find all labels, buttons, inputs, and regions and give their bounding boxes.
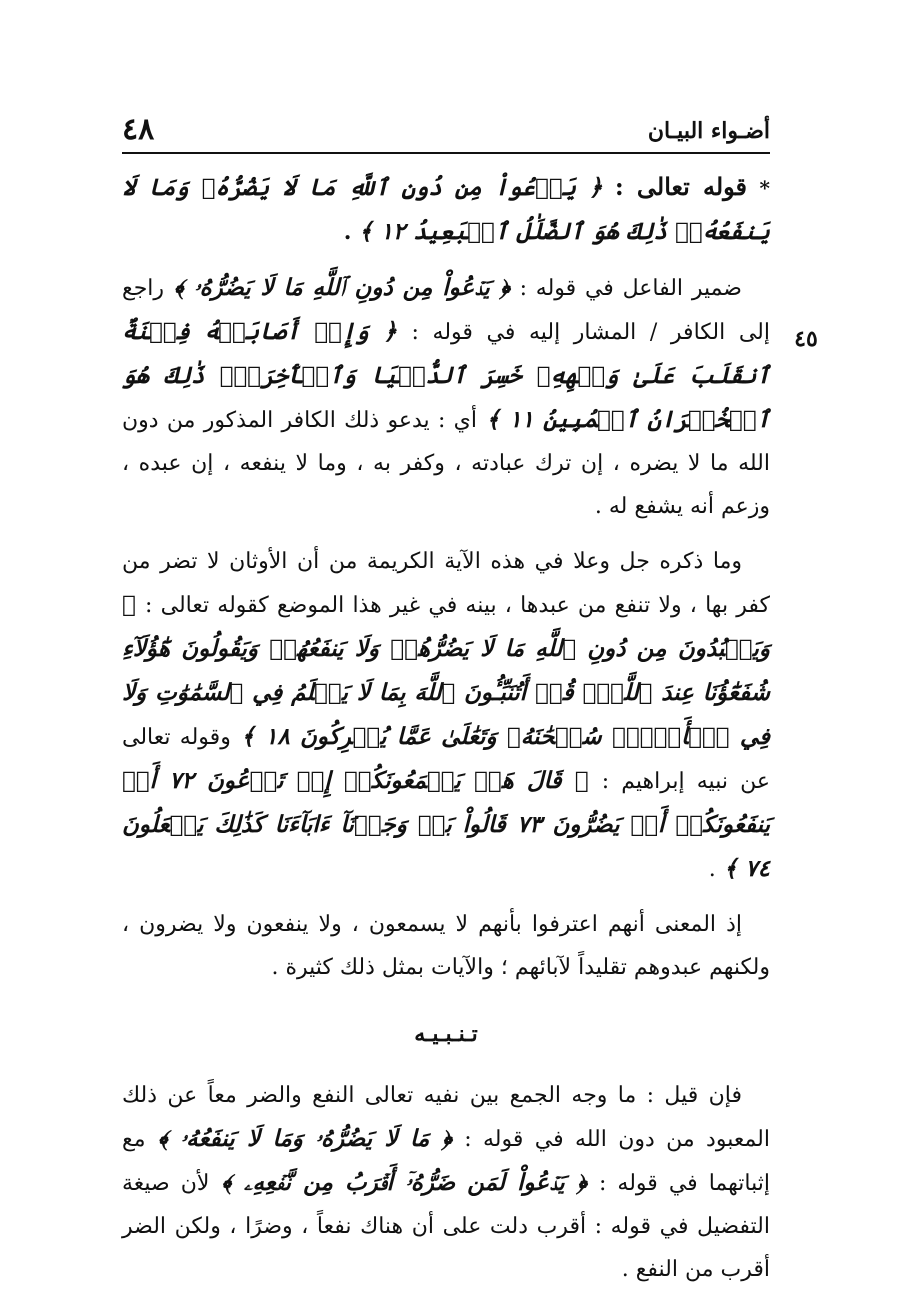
- text-segment: لأن صيغة التفضيل في قوله : أقرب دلت على أن هناك نفعاً ، وضرًا ، ولكن الضر أقرب من النفع .: [122, 1171, 770, 1282]
- tafsir-paragraph-2: [122, 540, 770, 891]
- text-segment: راجع إلى الكافر / المشار إليه في قوله :: [122, 276, 770, 345]
- quran-quote: ﴿ يَدۡعُواْ مِن دُونِ ٱللَّهِ مَا لَا يَضُرُّهُۥ ﴾: [164, 274, 520, 301]
- page-header: [122, 112, 770, 154]
- text-segment: وقوله تعالى عن نبيه إبراهيم :: [122, 725, 770, 794]
- page-body: [122, 165, 770, 1291]
- tafsir-paragraph-1: [122, 266, 770, 528]
- text-segment: أي : يدعو ذلك الكافر المذكور من دون الله ما لا يضره ، إن ترك عبادته ، وكفر به ، وما لا ينفعه ، إن عبده ، وزعم أنه يشفع له .: [122, 408, 770, 519]
- text-segment: .: [708, 857, 716, 882]
- quran-quote: ﴿ وَإِنۡ أَصَابَتۡهُ فِتۡنَةٌ ٱنقَلَبَ عَلَىٰ وَجۡهِهِۦ خَسِرَ ٱلدُّنۡيَا وَٱلۡأٓخِرَةَۚ ذَٰلِكَ هُوَ ٱلۡخُسۡرَانُ ٱلۡمُبِينُ ١١ ﴾: [122, 318, 770, 433]
- text-segment: مع إثباتهما في قوله :: [122, 1127, 770, 1196]
- page-number: ٤٨: [122, 112, 155, 147]
- verse-paragraph: [122, 165, 770, 254]
- text-segment: ضمير الفاعل في قوله :: [519, 276, 742, 301]
- verse-lead: قوله تعالى :: [614, 172, 748, 201]
- margin-page-reference: ٤٥: [794, 326, 818, 352]
- tafsir-paragraph-3: إذ المعنى أنهم اعترفوا بأنهم لا يسمعون ، ولا ينفعون ولا يضرون ، ولكنهم عبدوهم تقليداً لآبائهم ؛ والآيات بمثل ذلك كثيرة .: [122, 912, 770, 980]
- running-title: أضـواء البيـان: [647, 118, 770, 144]
- quran-quote: ﴿ وَيَعۡبُدُونَ مِن دُونِ ٱللَّهِ مَا لَا يَضُرُّهُمۡ وَلَا يَنفَعُهُمۡ وَيَقُولُونَ هَٰٓؤُلَآءِ شُفَعَٰٓؤُنَا عِندَ ٱللَّهِۚ قُلۡ أَتُنَبِّـُٔونَ ٱللَّهَ بِمَا لَا يَعۡلَمُ فِي ٱلسَّمَٰوَٰتِ وَلَا فِي ٱلۡأَرۡضِۚ سُبۡحَٰنَهُۥ وَتَعَٰلَىٰ عَمَّا يُشۡرِكُونَ ١٨ ﴾: [122, 591, 770, 750]
- star-marker: *: [759, 176, 770, 200]
- verse-end: .: [343, 219, 360, 245]
- quran-quote: ﴿ يَدۡعُواْ لَمَن ضَرُّهُۥٓ أَقۡرَبُ مِن نَّفۡعِهِۦ ﴾: [209, 1169, 599, 1196]
- text-segment: فإن قيل : ما وجه الجمع بين نفيه تعالى النفع والضر معاً عن ذلك المعبود من دون الله في قوله :: [122, 1083, 770, 1152]
- quran-quote: ﴿ مَا لَا يَضُرُّهُۥ وَمَا لَا يَنفَعُهُۥ ﴾: [145, 1125, 465, 1152]
- quran-quote: ﴿ قَالَ هَلۡ يَسۡمَعُونَكُمۡ إِذۡ تَدۡعُونَ ٧٢ أَوۡ يَنفَعُونَكُمۡ أَوۡ يَضُرُّونَ ٧٣ قَالُواْ بَلۡ وَجَدۡنَآ ءَابَآءَنَا كَذَٰلِكَ يَفۡعَلُونَ ٧٤ ﴾: [122, 767, 770, 882]
- tafsir-paragraph-4: [122, 1074, 770, 1291]
- text-segment: وما ذكره جل وعلا في هذه الآية الكريمة من أن الأوثان لا تضر من كفر بها ، ولا تنفع من عبدها ، بينه في غير هذا الموضع كقوله تعالى :: [122, 549, 770, 618]
- quran-quote: ﴿ يَدۡعُواْ مِن دُونِ ٱللَّهِ مَا لَا يَضُرُّهُۥ وَمَا لَا يَنفَعُهُۥۚ ذَٰلِكَ هُوَ ٱلضَّلَٰلُ ٱلۡبَعِيدُ ١٢ ﴾: [122, 174, 770, 245]
- section-heading: تـنـبـيـه: [414, 1021, 478, 1047]
